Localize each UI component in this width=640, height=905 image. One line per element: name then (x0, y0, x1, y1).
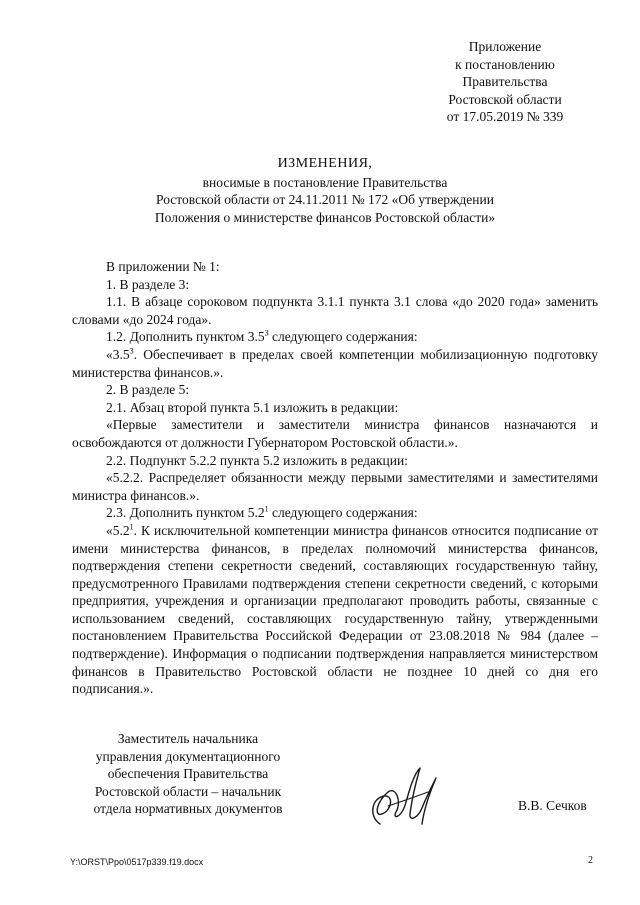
superscript: 1 (129, 522, 134, 532)
position-line: отдела нормативных документов (93, 801, 283, 816)
position-line: Ростовской области – начальник (94, 783, 282, 799)
signatory-name: В.В. Сечков (518, 798, 587, 813)
heading-line: Ростовской области от 24.11.2011 № 172 «Об утверждении (156, 192, 494, 207)
paragraph: 1.1. В абзаце сороковом подпункта 3.1.1 пункта 3.1 слова «до 2020 года» заменить словами «до 2024 года». (72, 294, 598, 327)
paragraph-text: 2.3. Дополнить пунктом 5.2 (106, 505, 265, 521)
heading-line: вносимые в постановление Правительства (202, 174, 448, 190)
paragraph: «5.2.2. Распределяет обязанности между первыми заместителями и заместителями министра финансов.». (72, 470, 598, 503)
appendix-line: от 17.05.2019 № 339 (446, 109, 564, 124)
paragraph (72, 522, 598, 698)
signatory-position (72, 730, 304, 818)
paragraph-text: 1.2. Дополнить пунктом 3.5 (106, 329, 265, 345)
paragraph: 2.2. Подпункт 5.2.2 пункта 5.2 изложить в редакции: (106, 452, 408, 468)
appendix-line: к постановлению (455, 56, 555, 72)
page-number: 2 (588, 855, 593, 866)
document-title: ИЗМЕНЕНИЯ, (277, 156, 373, 171)
paragraph: 1. В разделе 3: (106, 276, 190, 292)
paragraph (72, 346, 598, 381)
position-line: управления документационного (95, 748, 281, 764)
paragraph-text: следующего содержания: (268, 329, 418, 345)
handwritten-signature (362, 762, 442, 832)
superscript: 3 (264, 328, 269, 338)
paragraph-text: «5.2 (106, 522, 130, 538)
superscript: 3 (129, 346, 134, 356)
position-line: Заместитель начальника (117, 731, 259, 746)
paragraph-text: . Обеспечивает в пределах своей компетенции мобилизационную подготовку министерства финансов.». (72, 346, 598, 380)
heading-line: Положения о министерстве финансов Ростовской области» (154, 209, 496, 225)
paragraph-text: . К исключительной компетенции министра финансов относится подписание от имени министерства финансов, в пределах полномочий министерства финансов, подтверждения степени секретности сведений, составляющих государственную тайну, предусмотренного Правилами подтверждения степени секретности сведений, с которыми предприятия, учреждения и организации предполагают проводить работы, связанные с использованием сведений, составляющих государственную тайну, утвержденными постановлением Правительства Российской Федерации от 23.08.2018 № 984 (далее – подтверждение). Информация о подписании подтверждения направляется министерством финансов в Правительство Ростовской области не позднее 10 дней со дня его подписания.». (72, 522, 598, 697)
paragraph-text: «3.5 (106, 346, 130, 362)
appendix-line: Правительства (462, 74, 548, 89)
paragraph (72, 504, 598, 522)
appendix-line: Приложение (468, 39, 542, 54)
document-heading (60, 155, 590, 226)
file-path: Y:\ORST\Ppo\0517p339.f19.docx (70, 857, 204, 867)
paragraph-text: следующего содержания: (268, 505, 418, 521)
superscript: 1 (264, 504, 269, 514)
appendix-block (420, 38, 590, 126)
document-body (72, 258, 598, 698)
paragraph (72, 328, 598, 346)
paragraph: «Первые заместители и заместители министра финансов назначаются и освобождаются от должности Губернатором Ростовской области.». (72, 417, 598, 450)
paragraph: 2. В разделе 5: (106, 382, 190, 398)
appendix-line: Ростовской области (448, 91, 562, 107)
position-line: обеспечения Правительства (107, 766, 269, 781)
paragraph: В приложении № 1: (106, 259, 220, 274)
paragraph: 2.1. Абзац второй пункта 5.1 изложить в редакции: (106, 399, 399, 415)
